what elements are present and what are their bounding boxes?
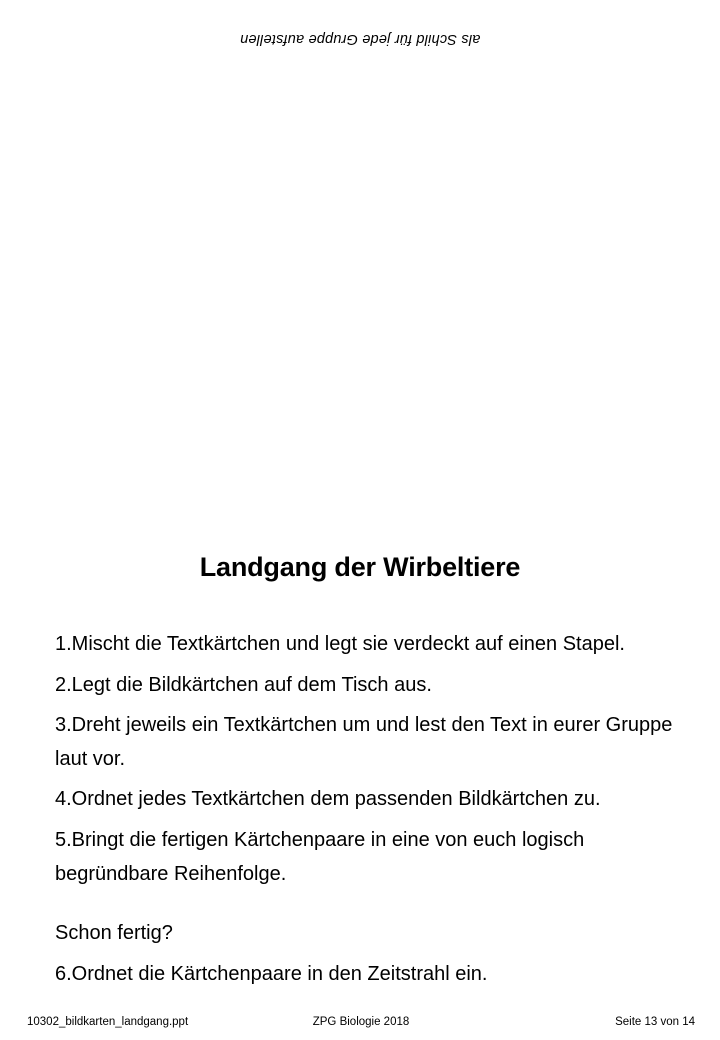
instruction-item-4: 4.Ordnet jedes Textkärtchen dem passenden Bildkärtchen zu.	[55, 788, 601, 811]
footer-filename: 10302_bildkarten_landgang.ppt	[27, 1016, 189, 1028]
footer-page-indicator: Seite 13 von 14	[615, 1016, 696, 1028]
page-title: Landgang der Wirbeltiere	[199, 552, 521, 582]
instruction-item-2: 2.Legt die Bildkärtchen auf dem Tisch aus.	[55, 673, 432, 696]
rotated-header-note	[0, 30, 720, 48]
instruction-list	[55, 628, 689, 998]
rotated-header-note-text: als Schild für jede Gruppe aufstellen	[239, 31, 481, 47]
footer	[27, 1016, 695, 1028]
instruction-item-6: 6.Ordnet die Kärtchenpaare in den Zeitstrahl ein.	[55, 962, 488, 985]
instruction-item-5: 5.Bringt die fertigen Kärtchenpaare in eine von euch logisch begründbare Reihenfolge.	[55, 828, 585, 885]
question-text: Schon fertig?	[55, 922, 173, 945]
instruction-item-3: 3.Dreht jeweils ein Textkärtchen um und lest den Text in eurer Gruppe laut vor.	[55, 714, 673, 770]
instruction-item-1: 1.Mischt die Textkärtchen und legt sie verdeckt auf einen Stapel.	[55, 633, 625, 655]
footer-center-text: ZPG Biologie 2018	[312, 1016, 410, 1028]
